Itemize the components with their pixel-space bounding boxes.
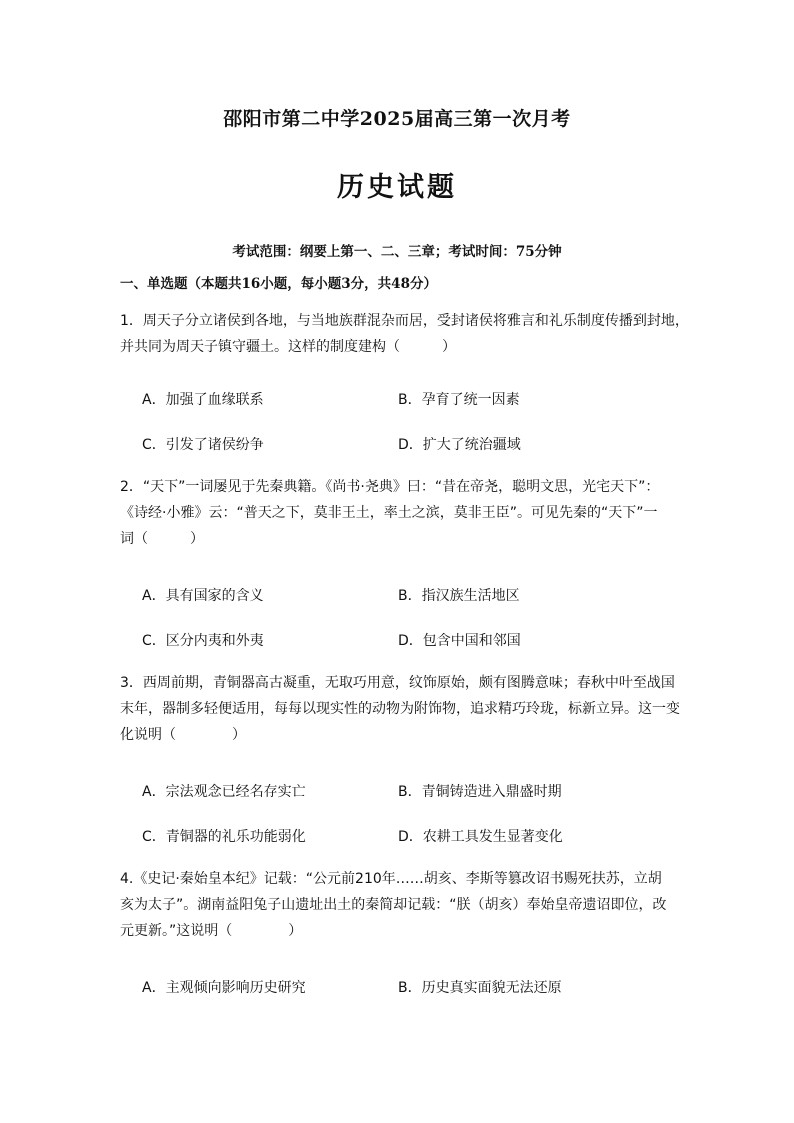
question-1-option-a[interactable]: A．加强了血缘联系 <box>142 392 264 408</box>
question-1-option-c[interactable]: C．引发了诸侯纷争 <box>142 437 264 453</box>
exam-scope-and-time: 考试范围：纲要上第一、二、三章；考试时间：75分钟 <box>232 244 562 260</box>
question-line: 2．“天下”一词屡见于先秦典籍。《尚书·尧典》曰：“昔在帝尧，聪明文思，光宅天下”： <box>120 479 660 495</box>
question-2-option-d[interactable]: D．包含中国和邻国 <box>398 633 521 649</box>
question-3-option-b[interactable]: B．青铜铸造进入鼎盛时期 <box>398 784 562 800</box>
question-4-option-a[interactable]: A．主观倾向影响历史研究 <box>142 980 306 996</box>
question-4-stem <box>120 866 690 944</box>
question-line: 末年，器制多轻便适用，每每以现实性的动物为附饰物，追求精巧玲珑，标新立异。这一变 <box>120 701 680 717</box>
section-heading-single-choice: 一、单选题（本题共16小题，每小题3分，共48分） <box>120 276 437 292</box>
question-3-option-c[interactable]: C．青铜器的礼乐功能弱化 <box>142 829 306 845</box>
question-line: 《诗经·小雅》云：“普天之下，莫非王土，率土之滨，莫非王臣”。可见先秦的“天下”一 <box>120 505 658 521</box>
question-line: 1．周天子分立诸侯到各地，与当地族群混杂而居，受封诸侯将雅言和礼乐制度传播到封地， <box>120 313 689 329</box>
question-4-option-b[interactable]: B．历史真实面貌无法还原 <box>398 980 562 996</box>
question-line: 亥为太子”。湖南益阳兔子山遗址出土的秦简却记载：“朕（胡亥）奉始皇帝遗诏即位，改 <box>120 897 667 913</box>
question-line: 并共同为周天子镇守疆土。这样的制度建构（ ） <box>120 339 456 355</box>
school-title: 邵阳市第二中学2025届高三第一次月考 <box>223 108 571 130</box>
question-line: 词（ ） <box>120 531 204 547</box>
question-line: 元更新。”这说明（ ） <box>120 923 303 939</box>
question-1-option-d[interactable]: D．扩大了统治疆域 <box>398 437 521 453</box>
question-line: 4.《史记·秦始皇本纪》记载：“公元前210年……胡亥、李斯等篡改诏书赐死扶苏，立胡 <box>120 871 662 887</box>
question-2-option-c[interactable]: C．区分内夷和外夷 <box>142 633 264 649</box>
question-2-stem <box>120 474 690 552</box>
question-3-stem <box>120 670 690 748</box>
question-2-option-b[interactable]: B．指汉族生活地区 <box>398 588 520 604</box>
question-3-option-a[interactable]: A．宗法观念已经名存实亡 <box>142 784 306 800</box>
question-line: 化说明（ ） <box>120 727 246 743</box>
question-2-option-a[interactable]: A．具有国家的含义 <box>142 588 264 604</box>
subject-title: 历史试题 <box>337 172 457 203</box>
question-3-option-d[interactable]: D．农耕工具发生显著变化 <box>398 829 563 845</box>
question-line: 3．西周前期，青铜器高古凝重，无取巧用意，纹饰原始，颇有图腾意味；春秋中叶至战国 <box>120 675 675 691</box>
question-1-stem <box>120 308 690 360</box>
question-1-option-b[interactable]: B．孕育了统一因素 <box>398 392 520 408</box>
